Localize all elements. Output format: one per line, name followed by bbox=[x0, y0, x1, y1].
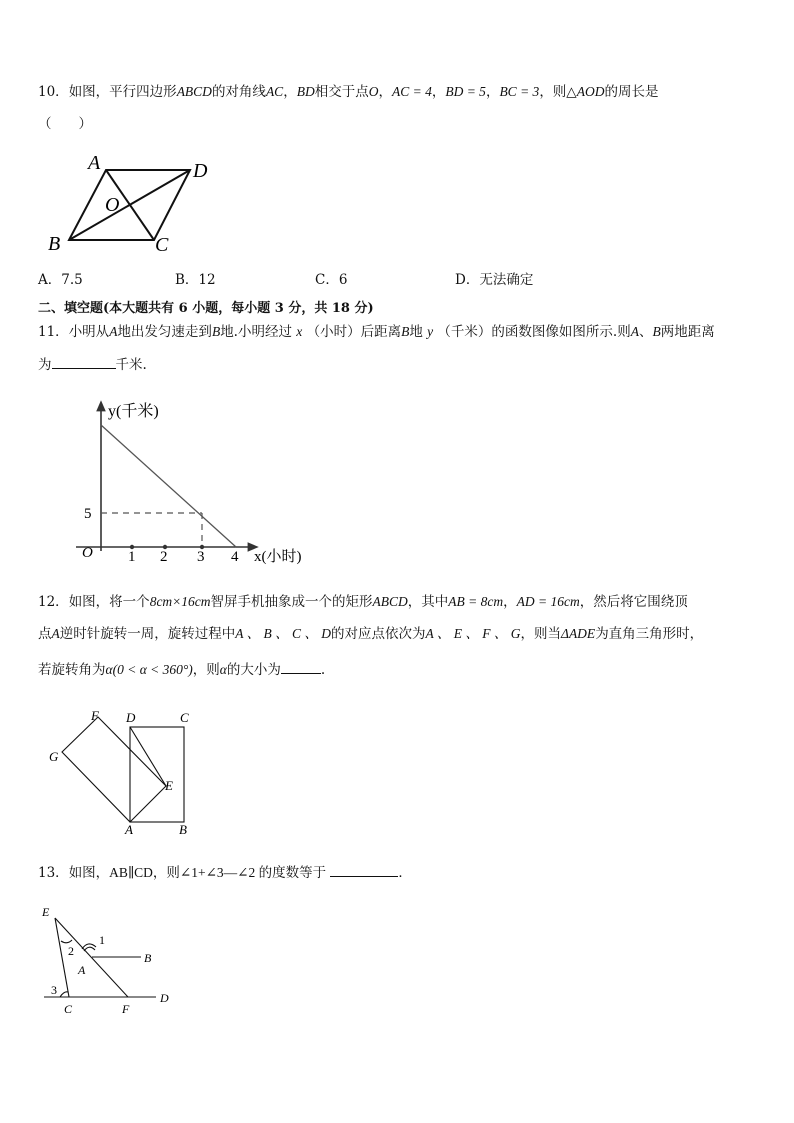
q10-option-a: A．7.5 bbox=[38, 272, 83, 288]
q13-angle-arc-1a bbox=[82, 944, 96, 949]
q10-option-c: C．6 bbox=[315, 272, 348, 288]
q10-option-b: B．12 bbox=[175, 272, 216, 288]
q11-stem-line1: 11．小明从A地出发匀速走到B地.小明经过 x （小时）后距离B地 y （千米）的函数图像如图所示.则A、B两地距离 bbox=[38, 324, 715, 340]
q13-answer-blank[interactable] bbox=[330, 862, 398, 877]
q11-function-graph bbox=[68, 395, 328, 570]
q11-y-tick-5: 5 bbox=[84, 506, 92, 522]
q12-segment-de bbox=[130, 727, 166, 786]
q13-label-3: 3 bbox=[51, 983, 57, 997]
q13-label-2: 2 bbox=[68, 944, 74, 958]
q12-stem-line2: 点A逆时针旋转一周，旋转过程中A 、 B 、 C 、 D的对应点依次为A 、 E 、 F 、 G，则当ΔADE为直角三角形时， bbox=[38, 626, 704, 642]
q11-x-axis-label: x(小时) bbox=[254, 549, 302, 565]
q12-label-c: C bbox=[180, 710, 189, 725]
q11-x-tick-1: 1 bbox=[128, 549, 136, 565]
q11-x-tick-4: 4 bbox=[231, 549, 239, 565]
q12-rotated-rectangle-aefg bbox=[62, 717, 166, 822]
q13-label-f: F bbox=[122, 1002, 130, 1016]
q13-label-b: B bbox=[144, 951, 152, 965]
q12-stem-line1: 12．如图，将一个8cm×16cm智屏手机抽象成一个的矩形ABCD，其中AB = 8cm，AD = 16cm，然后将它围绕顶 bbox=[38, 594, 688, 610]
q10-label-d: D bbox=[193, 160, 208, 182]
section-heading-fill-in: 二、填空题(本大题共有 6 小题，每小题 3 分，共 18 分) bbox=[38, 301, 374, 316]
q12-label-a: A bbox=[125, 822, 133, 837]
q13-label-1: 1 bbox=[99, 933, 105, 947]
q12-stem-line3: 若旋转角为α(0 < α < 360°)，则α的大小为 . bbox=[38, 659, 325, 680]
q11-x-tick-3: 3 bbox=[197, 549, 205, 565]
q13-label-e: E bbox=[42, 905, 50, 919]
q12-answer-blank[interactable] bbox=[281, 659, 321, 674]
q12-label-f: F bbox=[91, 708, 99, 723]
q10-label-b: B bbox=[48, 233, 61, 252]
q13-stem: 13．如图，AB∥CD，则∠1+∠3—∠2 的度数等于 ． bbox=[38, 862, 412, 883]
q11-function-line bbox=[101, 425, 236, 547]
q13-angle-arc-2 bbox=[61, 940, 72, 943]
q11-stem-line2: 为 千米. bbox=[38, 354, 147, 375]
q10-answer-paren: （ ） bbox=[38, 116, 92, 132]
q12-rotation-figure bbox=[44, 706, 204, 838]
q11-origin-label: O bbox=[82, 545, 93, 561]
q10-label-c: C bbox=[155, 234, 169, 252]
q12-label-g: G bbox=[49, 749, 59, 764]
q13-angle-arc-3 bbox=[60, 992, 68, 997]
q11-y-axis-label: y(千米) bbox=[108, 403, 159, 420]
q10-option-d: D．无法确定 bbox=[455, 272, 534, 288]
q12-label-d: D bbox=[126, 710, 136, 725]
q10-parallelogram-figure bbox=[44, 152, 224, 252]
q11-answer-blank[interactable] bbox=[52, 354, 116, 369]
q10-label-o: O bbox=[105, 194, 120, 216]
q13-label-c: C bbox=[64, 1002, 73, 1016]
q12-label-b: B bbox=[179, 822, 187, 837]
q10-label-a: A bbox=[88, 152, 101, 174]
q12-label-e: E bbox=[165, 778, 173, 793]
q13-label-d: D bbox=[160, 991, 169, 1005]
q13-parallel-lines-figure bbox=[36, 900, 186, 1022]
q13-label-a: A bbox=[78, 963, 86, 977]
q11-x-tick-2: 2 bbox=[160, 549, 168, 565]
q13-segment-ec bbox=[55, 918, 69, 997]
q10-stem-line1: 10．如图，平行四边形ABCD的对角线AC，BD相交于点O，AC = 4，BD = 5，BC = 3，则△AOD的周长是 bbox=[38, 84, 659, 100]
